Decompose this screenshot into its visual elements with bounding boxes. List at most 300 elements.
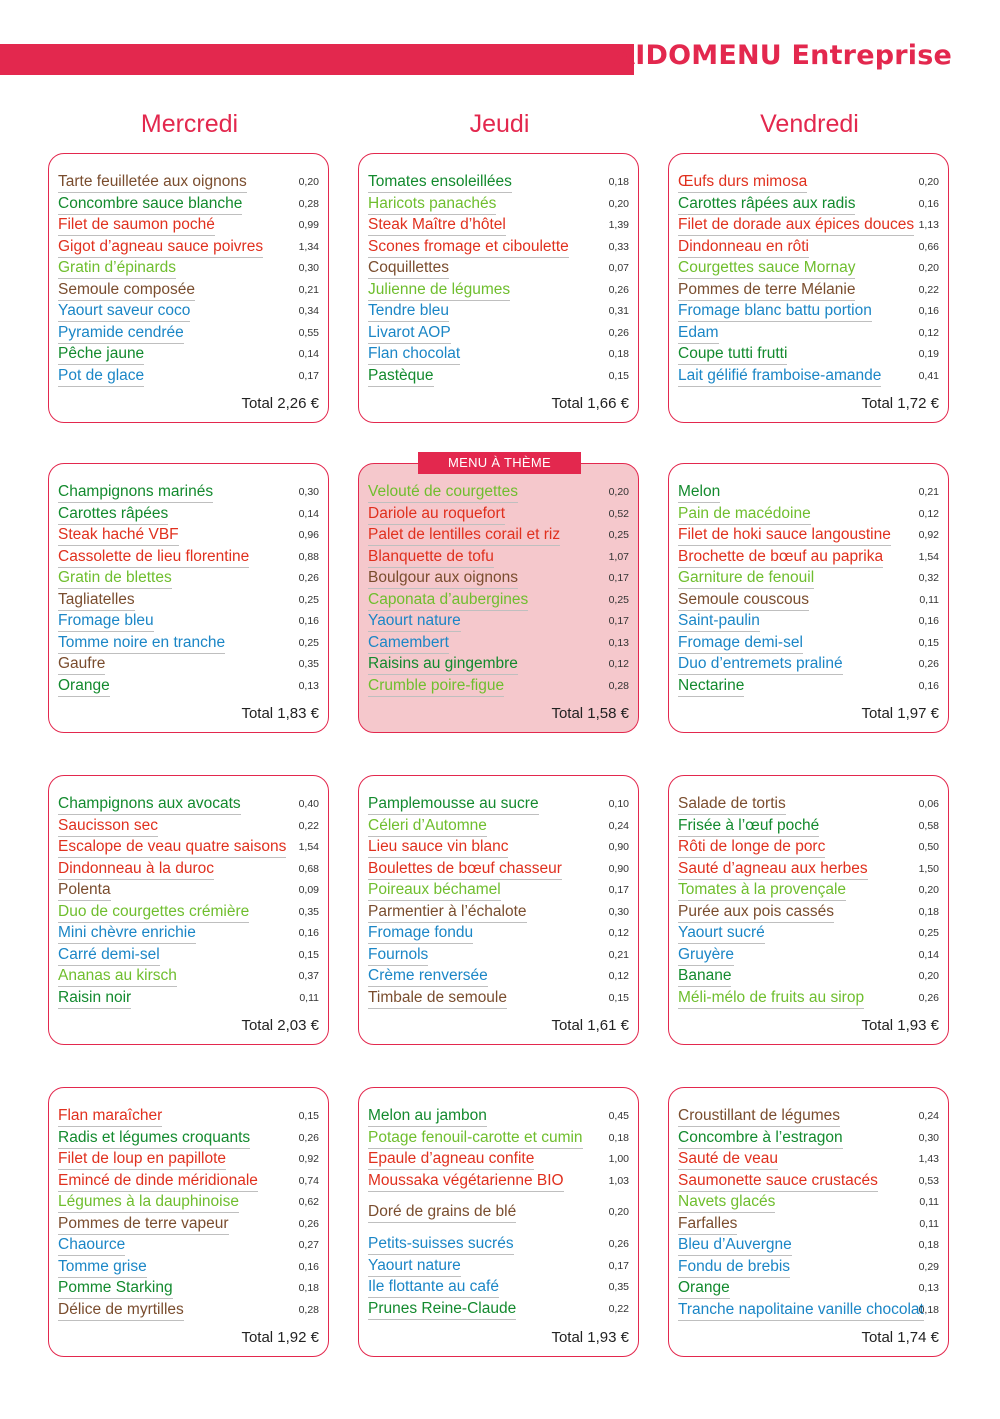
dish-price: 0,99 xyxy=(298,219,319,231)
dish-price: 1,07 xyxy=(608,550,629,563)
menu-total: Total 1,97 € xyxy=(861,705,939,722)
dish-price: 0,24 xyxy=(608,819,629,832)
menu-card-friday-week-3 xyxy=(668,775,949,1045)
list-item xyxy=(678,1234,939,1256)
dish-name: Méli-mélo de fruits au sirop xyxy=(678,987,864,1009)
list-item xyxy=(58,193,319,215)
dish-name: Raisins au gingembre xyxy=(368,653,518,675)
dish-name: Tendre bleu xyxy=(368,300,449,322)
dish-price: 0,20 xyxy=(918,176,939,188)
dish-price: 0,40 xyxy=(298,798,319,810)
dish-name: Edam xyxy=(678,322,719,344)
list-item xyxy=(368,300,629,322)
list-item xyxy=(368,214,629,236)
list-item xyxy=(678,632,939,654)
list-item xyxy=(58,589,319,611)
menu-items xyxy=(678,171,939,386)
dish-price: 0,28 xyxy=(298,197,319,210)
list-item xyxy=(678,193,939,215)
day-title-friday: Vendredi xyxy=(760,110,859,138)
dish-name: Coupe tutti frutti xyxy=(678,343,787,365)
dish-name: Lait gélifié framboise-amande xyxy=(678,365,881,387)
dish-price: 0,90 xyxy=(608,862,629,875)
dish-name: Saucisson sec xyxy=(58,815,158,837)
list-item xyxy=(58,524,319,546)
dish-price: 0,06 xyxy=(918,798,939,810)
dish-price: 0,29 xyxy=(918,1260,939,1273)
dish-name: Tagliatelles xyxy=(58,589,135,611)
list-item xyxy=(58,815,319,837)
dish-price: 0,50 xyxy=(918,841,939,853)
dish-name: Farfalles xyxy=(678,1213,737,1235)
dish-price: 0,25 xyxy=(918,927,939,939)
dish-name: Fromage blanc battu portion xyxy=(678,300,872,322)
dish-name: Flan maraîcher xyxy=(58,1105,162,1127)
list-item xyxy=(368,236,629,258)
dish-price: 0,12 xyxy=(918,507,939,520)
dish-price: 0,92 xyxy=(298,1153,319,1165)
dish-price: 0,18 xyxy=(608,176,629,188)
dish-price: 0,15 xyxy=(298,948,319,961)
dish-name: Saumonette sauce crustacés xyxy=(678,1170,878,1192)
list-item xyxy=(368,836,629,858)
dish-name: Pêche jaune xyxy=(58,343,144,365)
dish-price: 0,22 xyxy=(608,1302,629,1315)
menu-items xyxy=(678,481,939,696)
menu-card-wednesday-week-3 xyxy=(48,775,329,1045)
list-item xyxy=(368,567,629,589)
list-item xyxy=(678,922,939,944)
list-item xyxy=(368,987,629,1009)
list-item xyxy=(368,193,629,215)
dish-name: Poireaux béchamel xyxy=(368,879,501,901)
list-item xyxy=(368,1298,629,1320)
dish-price: 0,45 xyxy=(608,1110,629,1122)
dish-name: Gruyère xyxy=(678,944,734,966)
dish-price: 0,20 xyxy=(608,197,629,210)
dish-name: Sauté d’agneau aux herbes xyxy=(678,858,868,880)
dish-name: Polenta xyxy=(58,879,111,901)
dish-name: Steak Maître d’hôtel xyxy=(368,214,506,236)
dish-name: Pastèque xyxy=(368,365,434,387)
dish-price: 0,16 xyxy=(918,615,939,627)
dish-name: Garniture de fenouil xyxy=(678,567,814,589)
list-item xyxy=(678,1191,939,1213)
dish-price: 0,20 xyxy=(608,486,629,498)
dish-name: Timbale de semoule xyxy=(368,987,507,1009)
menu-total: Total 1,72 € xyxy=(861,395,939,412)
dish-price: 0,15 xyxy=(608,369,629,382)
dish-name: Radis et légumes croquants xyxy=(58,1127,250,1149)
dish-name: Dindonneau à la duroc xyxy=(58,858,214,880)
dish-name: Orange xyxy=(678,1277,730,1299)
dish-price: 0,25 xyxy=(298,636,319,649)
list-item xyxy=(368,610,629,632)
list-item xyxy=(368,589,629,611)
list-item xyxy=(368,965,629,987)
dish-name: Yaourt saveur coco xyxy=(58,300,190,322)
list-item xyxy=(368,1148,629,1170)
list-item xyxy=(678,610,939,632)
dish-name: Haricots panachés xyxy=(368,193,496,215)
dish-name: Pomme Starking xyxy=(58,1277,173,1299)
dish-price: 0,26 xyxy=(918,991,939,1004)
list-item xyxy=(368,1191,629,1233)
list-item xyxy=(58,793,319,815)
dish-name: Rôti de longe de porc xyxy=(678,836,825,858)
dish-name: Croustillant de légumes xyxy=(678,1105,840,1127)
dish-name: Fondu de brebis xyxy=(678,1256,790,1278)
list-item xyxy=(678,1105,939,1127)
list-item xyxy=(58,365,319,387)
dish-name: Epaule d’agneau confite xyxy=(368,1148,534,1170)
dish-price: 0,18 xyxy=(608,1131,629,1144)
list-item xyxy=(58,236,319,258)
menu-card-thursday-week-4 xyxy=(358,1087,639,1357)
menu-items xyxy=(678,793,939,1008)
list-item xyxy=(678,836,939,858)
dish-price: 0,22 xyxy=(298,819,319,832)
list-item xyxy=(368,322,629,344)
dish-name: Légumes à la dauphinoise xyxy=(58,1191,239,1213)
dish-price: 1,43 xyxy=(918,1153,939,1165)
list-item xyxy=(58,171,319,193)
dish-name: Courgettes sauce Mornay xyxy=(678,257,855,279)
dish-price: 0,19 xyxy=(918,348,939,360)
dish-price: 0,07 xyxy=(608,262,629,274)
dish-name: Ananas au kirsch xyxy=(58,965,177,987)
dish-price: 0,16 xyxy=(298,1260,319,1273)
list-item xyxy=(368,1127,629,1149)
menu-card-wednesday-week-4 xyxy=(48,1087,329,1357)
dish-price: 0,52 xyxy=(608,507,629,520)
dish-price: 1,03 xyxy=(608,1174,629,1187)
dish-price: 0,90 xyxy=(608,841,629,853)
list-item xyxy=(58,343,319,365)
dish-price: 0,16 xyxy=(918,305,939,317)
dish-name: Petits-suisses sucrés xyxy=(368,1233,514,1255)
dish-name: Filet de saumon poché xyxy=(58,214,215,236)
list-item xyxy=(678,1299,939,1321)
list-item xyxy=(678,365,939,387)
dish-name: Tomme grise xyxy=(58,1256,147,1278)
dish-name: Banane xyxy=(678,965,731,987)
dish-price: 0,35 xyxy=(298,905,319,918)
dish-name: Coquillettes xyxy=(368,257,449,279)
dish-price: 0,22 xyxy=(918,283,939,296)
dish-price: 0,66 xyxy=(918,240,939,253)
menu-card-friday-week-1 xyxy=(668,153,949,423)
dish-price: 0,27 xyxy=(298,1239,319,1251)
dish-price: 0,16 xyxy=(918,197,939,210)
list-item xyxy=(678,257,939,279)
dish-name: Melon au jambon xyxy=(368,1105,487,1127)
dish-name: Carré demi-sel xyxy=(58,944,160,966)
list-item xyxy=(58,987,319,1009)
list-item xyxy=(678,279,939,301)
dish-price: 0,18 xyxy=(608,348,629,360)
list-item xyxy=(58,546,319,568)
dish-price: 0,26 xyxy=(608,1238,629,1250)
dish-name: Carottes râpées aux radis xyxy=(678,193,855,215)
dish-price: 0,31 xyxy=(608,305,629,317)
dish-name: Semoule couscous xyxy=(678,589,809,611)
dish-price: 1,50 xyxy=(918,862,939,875)
list-item xyxy=(678,322,939,344)
dish-price: 0,21 xyxy=(918,486,939,498)
dish-name: Velouté de courgettes xyxy=(368,481,518,503)
list-item xyxy=(58,632,319,654)
dish-price: 0,14 xyxy=(298,507,319,520)
dish-price: 0,26 xyxy=(608,326,629,339)
dish-name: Sauté de veau xyxy=(678,1148,778,1170)
dish-name: Œufs durs mimosa xyxy=(678,171,807,193)
dish-price: 0,53 xyxy=(918,1174,939,1187)
header-bar xyxy=(0,44,634,75)
dish-price: 0,68 xyxy=(298,862,319,875)
list-item xyxy=(368,1276,629,1298)
dish-name: Filet de loup en papillote xyxy=(58,1148,226,1170)
dish-name: Filet de hoki sauce langoustine xyxy=(678,524,891,546)
dish-price: 0,30 xyxy=(918,1131,939,1144)
dish-name: Pain de macédoine xyxy=(678,503,811,525)
menu-items xyxy=(368,1105,629,1319)
dish-name: Orange xyxy=(58,675,110,697)
dish-name: Potage fenouil-carotte et cumin xyxy=(368,1127,583,1149)
list-item xyxy=(58,922,319,944)
dish-name: Scones fromage et ciboulette xyxy=(368,236,569,258)
dish-price: 0,24 xyxy=(918,1110,939,1122)
menu-total: Total 1,93 € xyxy=(861,1017,939,1034)
dish-price: 0,26 xyxy=(298,572,319,584)
dish-name: Tomates à la provençale xyxy=(678,879,846,901)
list-item xyxy=(58,610,319,632)
list-item xyxy=(368,503,629,525)
dish-price: 0,12 xyxy=(608,970,629,982)
list-item xyxy=(678,524,939,546)
dish-name: Boulettes de bœuf chasseur xyxy=(368,858,562,880)
dish-name: Salade de tortis xyxy=(678,793,786,815)
dish-name: Concombre à l’estragon xyxy=(678,1127,843,1149)
dish-name: Filet de dorade aux épices douces xyxy=(678,214,914,236)
dish-name: Tranche napolitaine vanille chocolat xyxy=(678,1299,924,1321)
dish-price: 1,54 xyxy=(918,550,939,563)
dish-name: Fromage demi-sel xyxy=(678,632,803,654)
dish-price: 0,96 xyxy=(298,529,319,541)
menu-items xyxy=(368,481,629,696)
dish-price: 0,18 xyxy=(298,1282,319,1294)
dish-name: Nectarine xyxy=(678,675,744,697)
dish-name: Concombre sauce blanche xyxy=(58,193,242,215)
list-item xyxy=(368,879,629,901)
dish-name: Melon xyxy=(678,481,720,503)
dish-name: Parmentier à l’échalote xyxy=(368,901,527,923)
list-item xyxy=(678,944,939,966)
list-item xyxy=(678,236,939,258)
menu-items xyxy=(58,171,319,386)
dish-price: 0,09 xyxy=(298,884,319,896)
list-item xyxy=(678,1170,939,1192)
list-item xyxy=(678,300,939,322)
dish-name: Champignons aux avocats xyxy=(58,793,241,815)
dish-name: Fournols xyxy=(368,944,428,966)
dish-name: Yaourt nature xyxy=(368,610,461,632)
dish-price: 0,11 xyxy=(919,1217,939,1230)
dish-name: Semoule composée xyxy=(58,279,195,301)
list-item xyxy=(58,653,319,675)
dish-price: 0,33 xyxy=(608,240,629,253)
list-item xyxy=(368,858,629,880)
list-item xyxy=(368,675,629,697)
dish-price: 0,12 xyxy=(608,658,629,670)
menu-total: Total 1,58 € xyxy=(551,705,629,722)
list-item xyxy=(678,858,939,880)
dish-name: Yaourt sucré xyxy=(678,922,765,944)
dish-price: 0,20 xyxy=(298,176,319,188)
list-item xyxy=(58,1213,319,1235)
list-item xyxy=(368,1255,629,1277)
dish-price: 1,13 xyxy=(918,219,939,231)
dish-price: 0,34 xyxy=(298,305,319,317)
list-item xyxy=(58,481,319,503)
dish-price: 0,55 xyxy=(298,326,319,339)
dish-price: 0,21 xyxy=(298,283,319,296)
list-item xyxy=(368,944,629,966)
list-item xyxy=(678,171,939,193)
menu-total: Total 2,03 € xyxy=(241,1017,319,1034)
list-item xyxy=(678,675,939,697)
dish-price: 0,15 xyxy=(608,991,629,1004)
list-item xyxy=(58,1105,319,1127)
list-item xyxy=(368,815,629,837)
dish-price: 0,21 xyxy=(608,948,629,961)
dish-price: 0,74 xyxy=(298,1174,319,1187)
dish-price: 0,10 xyxy=(608,798,629,810)
dish-name: Gratin de blettes xyxy=(58,567,172,589)
list-item xyxy=(58,836,319,858)
list-item xyxy=(368,1105,629,1127)
menu-total: Total 1,83 € xyxy=(241,705,319,722)
menu-card-thursday-week-1 xyxy=(358,153,639,423)
menu-total: Total 1,93 € xyxy=(551,1329,629,1346)
dish-name: Pommes de terre vapeur xyxy=(58,1213,229,1235)
list-item xyxy=(678,503,939,525)
dish-name: Prunes Reine-Claude xyxy=(368,1298,516,1320)
menu-items xyxy=(58,481,319,696)
menu-card-thursday-week-2 xyxy=(358,463,639,733)
dish-name: Fromage bleu xyxy=(58,610,154,632)
dish-price: 0,35 xyxy=(608,1281,629,1293)
list-item xyxy=(58,257,319,279)
dish-name: Camembert xyxy=(368,632,449,654)
dish-price: 0,62 xyxy=(298,1196,319,1208)
list-item xyxy=(58,300,319,322)
dish-name: Céleri d’Automne xyxy=(368,815,487,837)
dish-price: 0,20 xyxy=(608,1206,629,1218)
dish-price: 0,17 xyxy=(608,884,629,896)
list-item xyxy=(678,1213,939,1235)
dish-price: 0,12 xyxy=(918,326,939,339)
list-item xyxy=(678,343,939,365)
list-item xyxy=(678,567,939,589)
list-item xyxy=(58,1277,319,1299)
dish-name: Raisin noir xyxy=(58,987,131,1009)
list-item xyxy=(58,1256,319,1278)
dish-name: Chaource xyxy=(58,1234,125,1256)
dish-price: 0,88 xyxy=(298,550,319,563)
dish-price: 0,18 xyxy=(918,905,939,918)
dish-price: 0,58 xyxy=(918,819,939,832)
day-title-wednesday: Mercredi xyxy=(140,110,239,138)
dish-name: Blanquette de tofu xyxy=(368,546,494,568)
list-item xyxy=(58,1127,319,1149)
dish-name: Saint-paulin xyxy=(678,610,760,632)
menu-items xyxy=(678,1105,939,1320)
list-item xyxy=(58,1299,319,1321)
dish-name: Steak haché VBF xyxy=(58,524,179,546)
dish-price: 0,28 xyxy=(298,1303,319,1316)
list-item xyxy=(368,343,629,365)
menu-total: Total 1,66 € xyxy=(551,395,629,412)
dish-price: 0,30 xyxy=(298,262,319,274)
list-item xyxy=(678,965,939,987)
list-item xyxy=(368,481,629,503)
list-item xyxy=(58,1191,319,1213)
dish-price: 0,20 xyxy=(918,884,939,896)
dish-name: Bleu d’Auvergne xyxy=(678,1234,792,1256)
list-item xyxy=(58,944,319,966)
list-item xyxy=(368,653,629,675)
list-item xyxy=(368,546,629,568)
dish-price: 0,32 xyxy=(918,572,939,584)
dish-price: 0,37 xyxy=(298,970,319,982)
menu-total: Total 2,26 € xyxy=(241,395,319,412)
dish-name: Crumble poire-figue xyxy=(368,675,504,697)
menu-card-wednesday-week-2 xyxy=(48,463,329,733)
dish-name: Flan chocolat xyxy=(368,343,460,365)
list-item xyxy=(368,171,629,193)
dish-name: Mini chèvre enrichie xyxy=(58,922,196,944)
dish-price: 0,26 xyxy=(608,283,629,296)
dish-name: Pamplemousse au sucre xyxy=(368,793,539,815)
dish-name: Boulgour aux oignons xyxy=(368,567,518,589)
dish-name: Gratin d’épinards xyxy=(58,257,176,279)
dish-price: 0,13 xyxy=(918,1282,939,1294)
dish-price: 0,26 xyxy=(298,1131,319,1144)
dish-name: Dindonneau en rôti xyxy=(678,236,809,258)
dish-price: 0,15 xyxy=(298,1110,319,1122)
menu-card-thursday-week-3 xyxy=(358,775,639,1045)
dish-name: Tomates ensoleillées xyxy=(368,171,512,193)
dish-price: 0,17 xyxy=(608,615,629,627)
dish-name: Caponata d’aubergines xyxy=(368,589,528,611)
list-item xyxy=(58,214,319,236)
list-item xyxy=(678,653,939,675)
dish-price: 1,39 xyxy=(608,219,629,231)
list-item xyxy=(368,257,629,279)
dish-price: 1,00 xyxy=(608,1153,629,1165)
list-item xyxy=(678,815,939,837)
list-item xyxy=(58,503,319,525)
dish-price: 0,11 xyxy=(299,991,319,1004)
dish-name: Brochette de bœuf au paprika xyxy=(678,546,883,568)
menu-items xyxy=(58,793,319,1008)
list-item xyxy=(368,793,629,815)
dish-price: 0,25 xyxy=(608,593,629,606)
dish-name: Navets glacés xyxy=(678,1191,775,1213)
dish-price: 0,25 xyxy=(298,593,319,606)
dish-price: 0,16 xyxy=(918,679,939,692)
